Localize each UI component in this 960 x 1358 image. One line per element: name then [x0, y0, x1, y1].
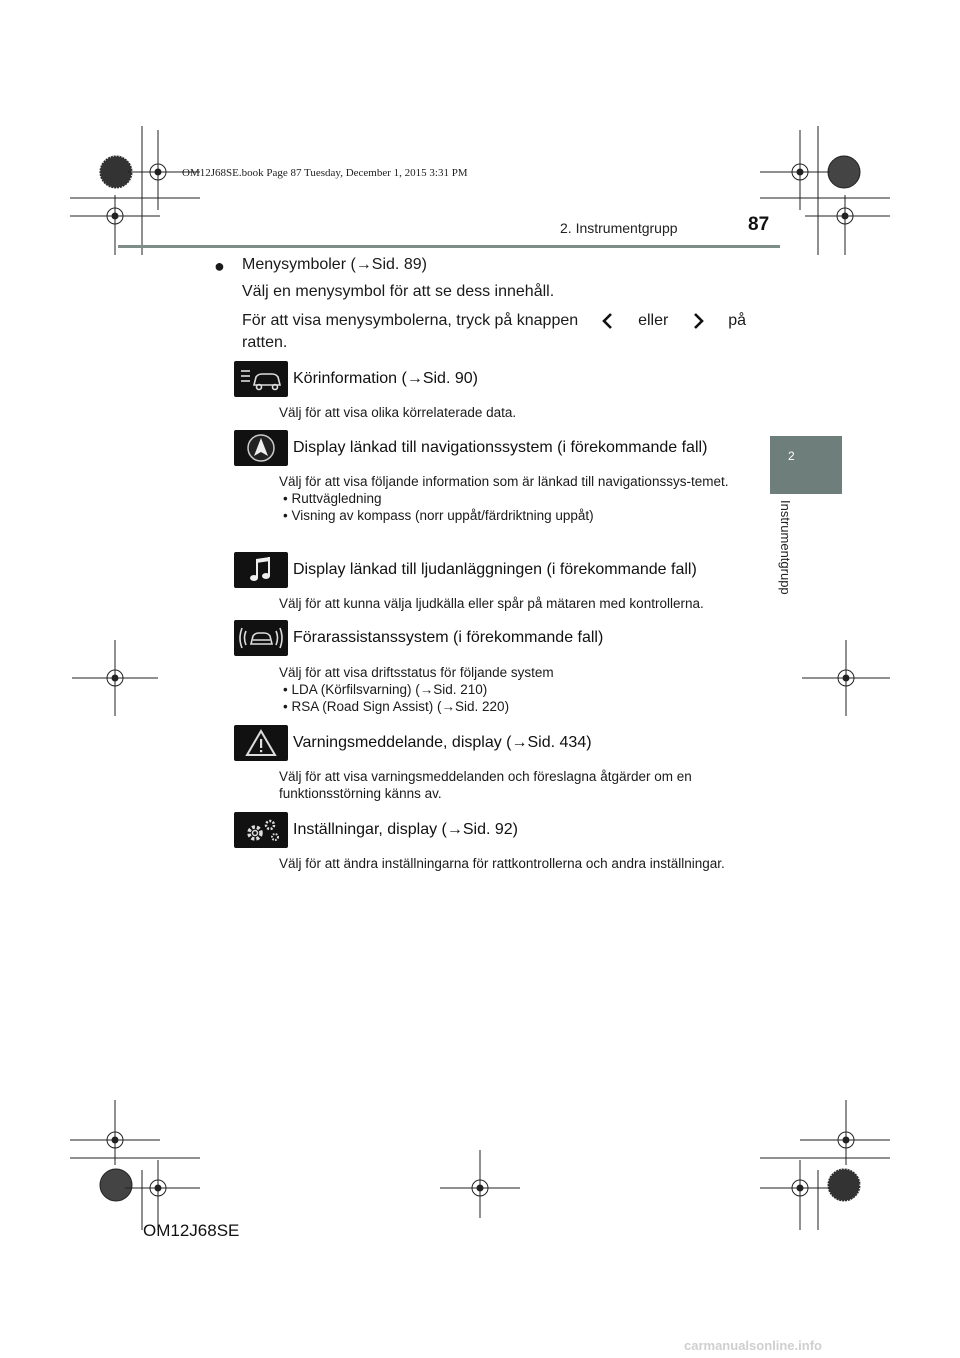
crosshair-bottom-2 — [125, 1160, 200, 1230]
chevron-right-icon — [685, 311, 711, 331]
warning-triangle-icon — [234, 725, 288, 761]
driver-assist-icon — [234, 620, 288, 656]
chapter-tab — [770, 436, 842, 494]
settings-gears-icon — [234, 812, 288, 848]
item-title-warning: Varningsmeddelande, display (→Sid. 434) — [293, 734, 592, 751]
menu-buttons-paragraph — [242, 310, 746, 354]
item-desc-audio: Välj för att kunna välja ljudkälla eller spår på mätaren med kontrollerna. — [279, 596, 704, 611]
item-desc-warning: Välj för att visa varningsmeddelanden och föreslagna åtgärder om en funktionsstörning känns av. — [279, 769, 692, 801]
list-item: • RSA (Road Sign Assist) (→Sid. 220) — [283, 699, 510, 714]
buttons-text-before: För att visa menysymbolerna, tryck på knappen — [242, 312, 579, 329]
menu-section-title: Menysymboler (→Sid. 89) — [242, 256, 427, 273]
buttons-text-or: eller — [638, 312, 669, 329]
crosshair-bottom-1 — [70, 1100, 160, 1165]
crosshair-bottom-4 — [760, 1160, 830, 1230]
item-desc-driver-assist — [279, 664, 554, 715]
chevron-left-icon — [595, 311, 621, 331]
item-desc-navigation-text: Välj för att visa följande information som är länkad till navigationssys-temet. — [279, 474, 729, 489]
bullet-icon: ● — [214, 256, 225, 276]
solid-mark-bottom-left — [100, 1169, 132, 1201]
starburst-mark-top-left — [100, 156, 132, 188]
item-title-navigation: Display länkad till navigationssystem (i förekommande fall) — [293, 439, 708, 456]
buttons-text-after: på — [728, 312, 746, 329]
list-item: • Ruttvägledning — [283, 491, 382, 506]
list-item: • Visning av kompass (norr uppåt/färdriktning uppåt) — [283, 508, 594, 523]
music-note-icon — [234, 552, 288, 588]
item-title-korinformation: Körinformation (→Sid. 90) — [293, 370, 478, 387]
item-title-audio: Display länkad till ljudanläggningen (i förekommande fall) — [293, 561, 697, 578]
page-number: 87 — [748, 214, 770, 235]
starburst-mark-bottom-right — [828, 1169, 860, 1201]
chapter-number: 2 — [788, 449, 795, 463]
crosshair-mid-right — [802, 640, 890, 716]
chapter-label-text: Instrumentgrupp — [778, 500, 793, 595]
watermark: carmanualsonline.info — [684, 1338, 822, 1353]
crosshair-mid-left — [72, 640, 158, 716]
car-info-icon — [234, 361, 288, 397]
item-title-driver-assist: Förarassistanssystem (i förekommande fall) — [293, 629, 604, 646]
buttons-text-line2: ratten. — [242, 334, 288, 351]
header-rule — [118, 245, 780, 248]
solid-mark-top-right — [828, 156, 860, 188]
list-item: • LDA (Körfilsvarning) (→Sid. 210) — [283, 682, 488, 697]
crosshair-bottom-3 — [440, 1150, 520, 1218]
item-desc-korinformation: Välj för att visa olika körrelaterade data. — [279, 405, 517, 420]
navigation-icon — [234, 430, 288, 466]
footer-manual-code: OM12J68SE — [143, 1221, 240, 1240]
menu-intro: Välj en menysymbol för att se dess innehåll. — [242, 283, 555, 300]
header-section-title: 2. Instrumentgrupp — [560, 220, 678, 236]
item-desc-navigation — [279, 473, 745, 524]
book-file-info: OM12J68SE.book Page 87 Tuesday, December 1, 2015 3:31 PM — [182, 167, 468, 179]
item-desc-settings: Välj för att ändra inställningarna för rattkontrollerna och andra inställningar. — [279, 856, 725, 871]
item-desc-driver-assist-text: Välj för att visa driftsstatus för följande system — [279, 665, 554, 680]
chapter-label — [770, 500, 814, 616]
crosshair-bottom-5 — [800, 1100, 890, 1165]
item-title-settings: Inställningar, display (→Sid. 92) — [293, 821, 518, 838]
